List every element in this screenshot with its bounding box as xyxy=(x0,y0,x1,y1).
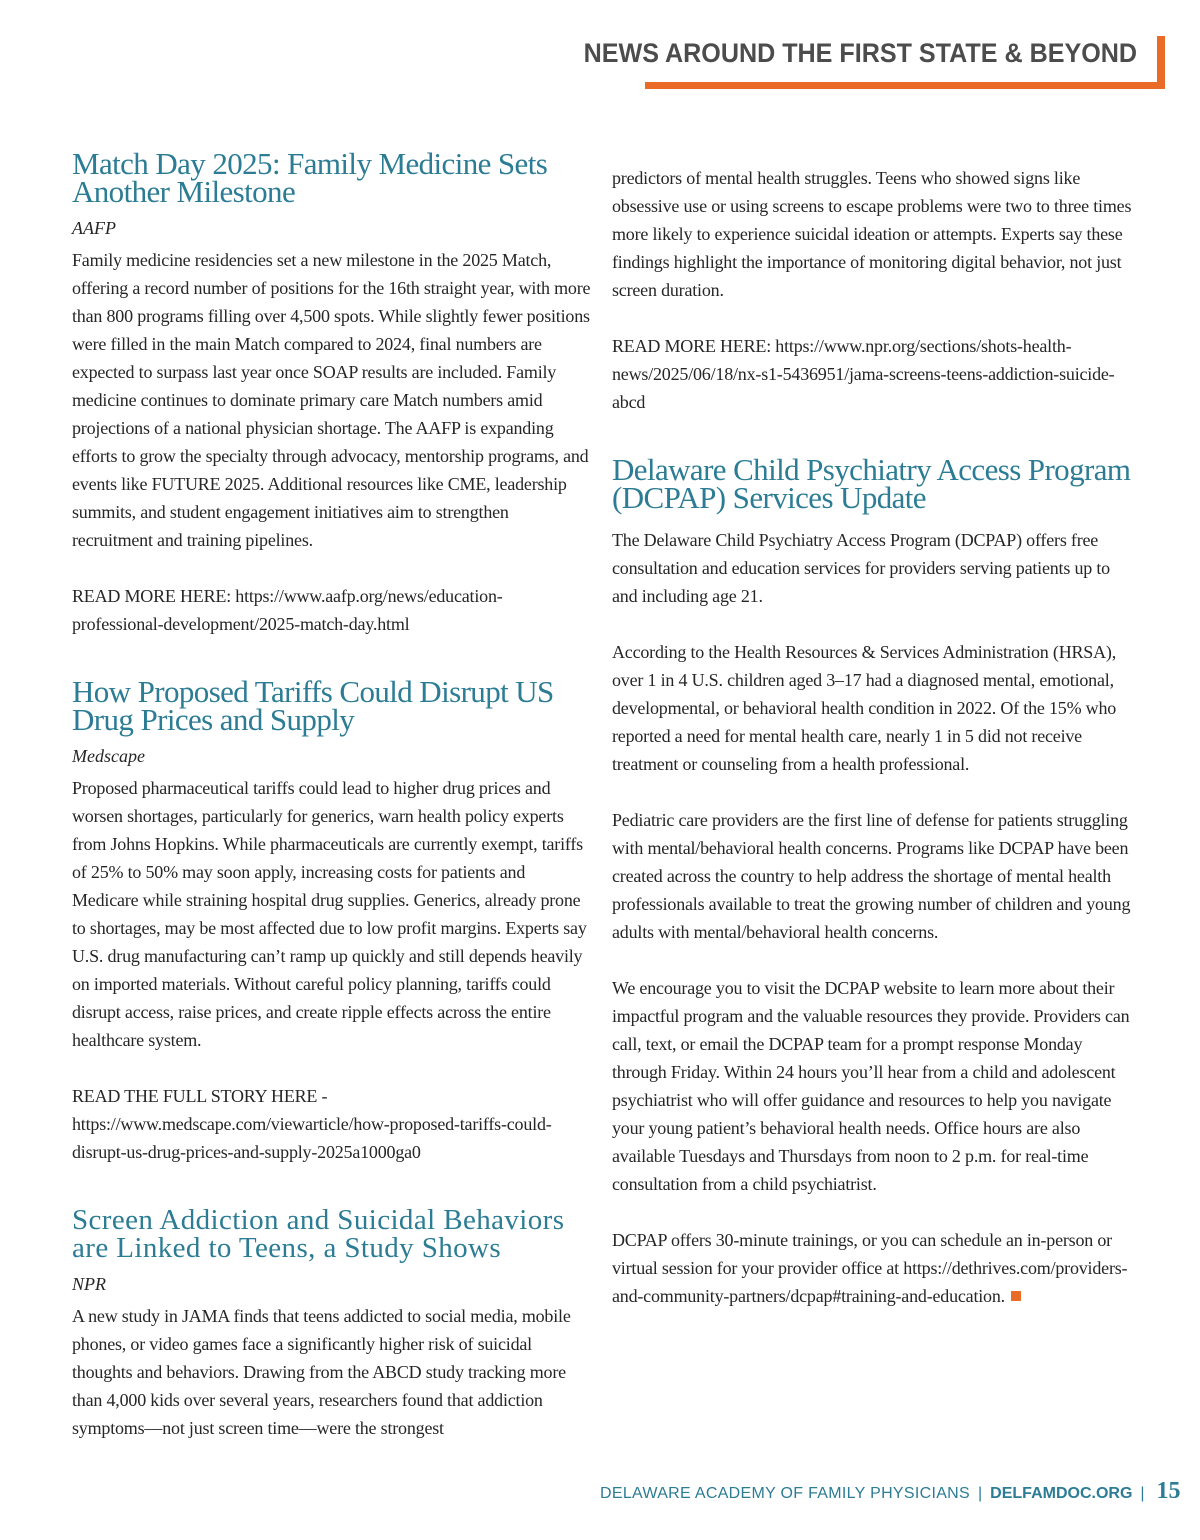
page-number: 15 xyxy=(1156,1478,1181,1504)
article-source: Medscape xyxy=(72,746,145,766)
end-of-article-mark xyxy=(1011,1291,1021,1301)
article-paragraph: We encourage you to visit the DCPAP website to learn more about their impactful program and the valuable resources they provide. Providers can call, text, or email the DCPAP team for a prompt response Monday through Friday. Within 24 hours you’ll hear from a child and adolescent psychiatrist who will offer guidance and resources to help you navigate your young patient’s behavioral health needs. Office hours are also available Tuesdays and Thursdays from noon to 2 p.m. for real-time consultation from a child psychiatrist. xyxy=(612,978,1130,1194)
article-body: A new study in JAMA finds that teens addicted to social media, mobile phones, or video games face a significantly higher risk of suicidal thoughts and behaviors. Drawing from the ABCD study tracking more than 4,000 kids over several years, researchers found that addiction symptoms—not just screen time—were the strongest xyxy=(72,1306,571,1438)
section-title: NEWS AROUND THE FIRST STATE & BEYOND xyxy=(583,38,1137,68)
article-paragraph-final xyxy=(612,1226,1132,1310)
footer-organization: DELAWARE ACADEMY OF FAMILY PHYSICIANS xyxy=(600,1485,971,1502)
right-column xyxy=(612,164,1132,1310)
article-screen-addiction-continued xyxy=(612,164,1132,416)
read-more-link[interactable]: READ MORE HERE: https://www.npr.org/sections/shots-health-news/2025/06/18/nx-s1-5436951/jama-screens-teens-addiction-suicide-abcd xyxy=(612,336,1115,412)
footer-website[interactable]: DELFAMDOC.ORG xyxy=(990,1485,1133,1502)
article-title: Delaware Child Psychiatry Access Program (DCPAP) Services Update xyxy=(612,452,1131,515)
article-source: NPR xyxy=(72,1274,106,1294)
article-title: Screen Addiction and Suicidal Behaviors are Linked to Teens, a Study Shows xyxy=(72,1204,565,1264)
page-footer xyxy=(600,1478,1181,1508)
header-underline xyxy=(645,82,1165,89)
article-title: Match Day 2025: Family Medicine Sets Another Milestone xyxy=(72,146,548,209)
footer-page-separator: | xyxy=(1140,1485,1145,1502)
training-info-text: DCPAP offers 30-minute trainings, or you can schedule an in-person or virtual session for your provider office at https://dethrives.com/providers-and-community-partners/dcpap#training-and-education. xyxy=(612,1230,1128,1306)
article-body: Proposed pharmaceutical tariffs could lead to higher drug prices and worsen shortages, particularly for generics, warn health policy experts from Johns Hopkins. While pharmaceuticals are currently exempt, tariffs of 25% to 50% may soon apply, increasing costs for patients and Medicare while straining hospital drug supplies. Generics, already prone to shortages, may be most affected due to low profit margins. Experts say U.S. drug manufacturing can’t ramp up quickly and still depends heavily on imported materials. Without careful policy planning, tariffs could disrupt access, raise prices, and create ripple effects across the entire healthcare system. xyxy=(72,778,587,1050)
article-paragraph: Pediatric care providers are the first line of defense for patients struggling with mental/behavioral health concerns. Programs like DCPAP have been created across the country to help address the shortage of mental health professionals available to treat the growing number of children and young adults with mental/behavioral health concerns. xyxy=(612,810,1131,942)
article-match-day xyxy=(72,146,592,638)
article-body-continued: predictors of mental health struggles. Teens who showed signs like obsessive use or using screens to escape problems were two to three times more likely to experience suicidal ideation or attempts. Experts say these findings highlight the importance of monitoring digital behavior, not just screen duration. xyxy=(612,168,1132,300)
section-header xyxy=(583,36,1165,89)
read-more-link[interactable]: READ MORE HERE: https://www.aafp.org/news/education-professional-development/2025-match-day.html xyxy=(72,586,503,634)
read-more-link[interactable]: READ THE FULL STORY HERE - https://www.medscape.com/viewarticle/how-proposed-tariffs-could-disrupt-us-drug-prices-and-supply-2025a1000ga0 xyxy=(72,1086,552,1162)
article-paragraph: According to the Health Resources & Services Administration (HRSA), over 1 in 4 U.S. children aged 3–17 had a diagnosed mental, emotional, developmental, or behavioral health condition in 2022. Of the 15% who reported a need for mental health care, nearly 1 in 5 did not receive treatment or counseling from a health professional. xyxy=(612,642,1117,774)
article-screen-addiction xyxy=(72,1206,592,1442)
article-tariffs xyxy=(72,674,592,1166)
left-column xyxy=(72,146,592,1442)
article-body: Family medicine residencies set a new milestone in the 2025 Match, offering a record number of positions for the 16th straight year, with more than 800 programs filling over 4,500 spots. While slightly fewer positions were filled in the main Match compared to 2024, final numbers are expected to surpass last year once SOAP results are included. Family medicine continues to dominate primary care Match numbers amid projections of a national physician shortage. The AAFP is expanding efforts to grow the specialty through advocacy, mentorship programs, and events like FUTURE 2025. Additional resources like CME, leadership summits, and student engagement initiatives aim to strengthen recruitment and training pipelines. xyxy=(72,250,591,550)
article-source: AAFP xyxy=(72,218,116,238)
header-side-bar xyxy=(1157,36,1165,89)
article-title: How Proposed Tariffs Could Disrupt US Drug Prices and Supply xyxy=(72,674,554,737)
article-paragraph: The Delaware Child Psychiatry Access Program (DCPAP) offers free consultation and education services for providers serving patients up to and including age 21. xyxy=(612,530,1110,606)
footer-separator: | xyxy=(978,1485,983,1502)
article-dcpap xyxy=(612,452,1132,1310)
